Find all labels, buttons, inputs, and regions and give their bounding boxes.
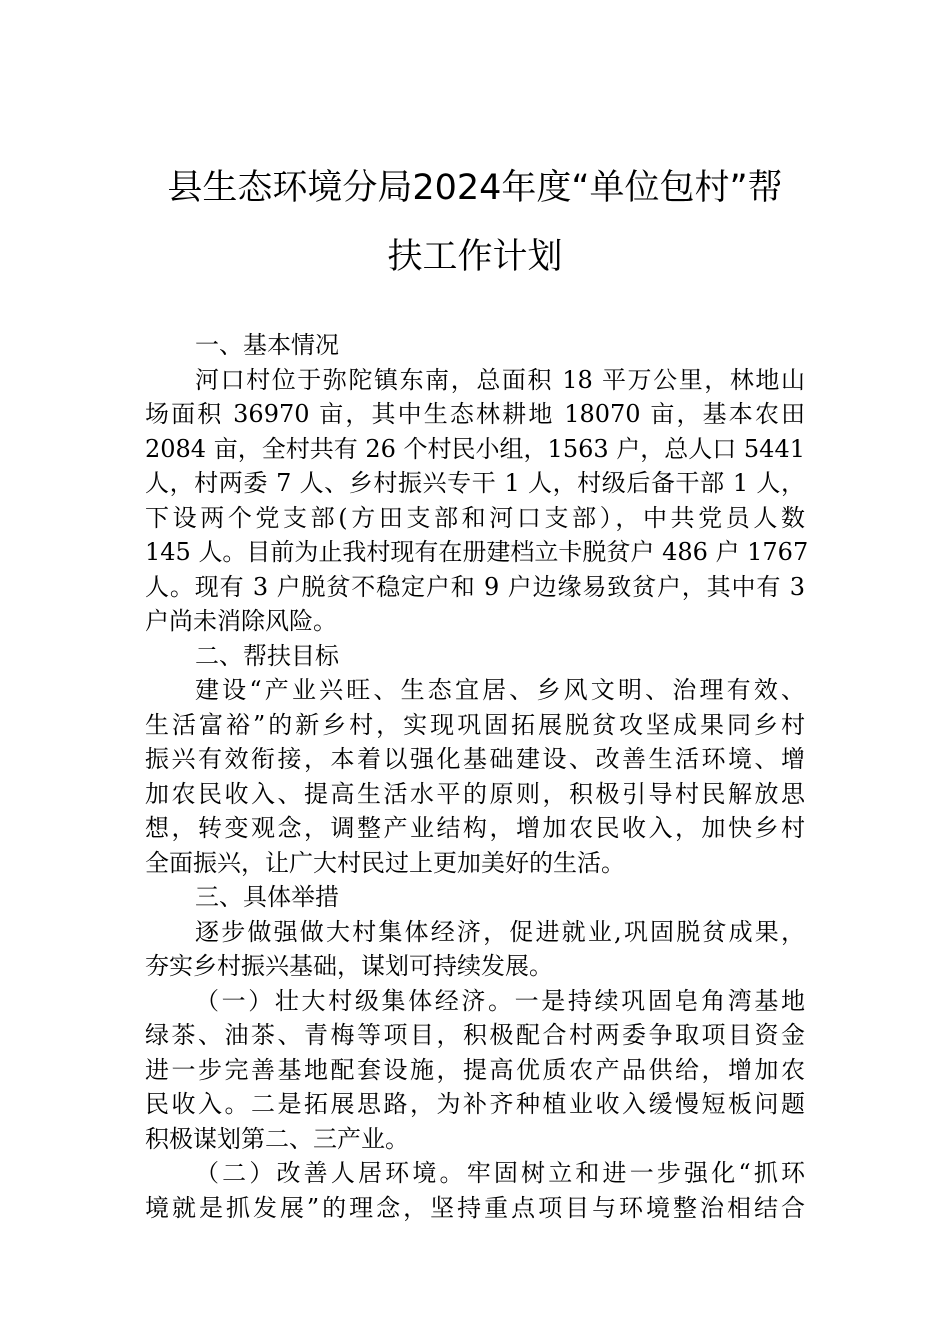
body-line: 积极谋划第二、三产业。 [145,1125,409,1153]
body-line: 2084 亩，全村共有 26 个村民小组，1563 户，总人口 5441 [145,435,805,463]
body-line: 河口村位于弥陀镇东南，总面积 18 平万公里，林地山 [195,366,805,394]
body-line: 振兴有效衔接，本着以强化基础建设、改善生活环境、增 [145,745,805,773]
body-line: 加农民收入、提高生活水平的原则，积极引导村民解放思 [145,780,805,808]
body-line: 145 人。目前为止我村现有在册建档立卡脱贫户 486 户 1767 [145,538,809,566]
body-line: 人，村两委 7 人、乡村振兴专干 1 人，村级后备干部 1 人， [145,469,805,497]
body-line: 夯实乡村振兴基础，谋划可持续发展。 [145,952,553,980]
body-line: 逐步做强做大村集体经济，促进就业,巩固脱贫成果， [195,918,805,946]
body-line: 全面振兴，让广大村民过上更加美好的生活。 [145,849,625,877]
body-line: 绿茶、油茶、青梅等项目，积极配合村两委争取项目资金 [145,1021,805,1049]
body-line: 场面积 36970 亩，其中生态林耕地 18070 亩，基本农田 [145,400,805,428]
document-title-line-2: 扶工作计划 [387,237,563,277]
body-line: 想，转变观念，调整产业结构，增加农民收入，加快乡村 [145,814,805,842]
subsection-line: （二）改善人居环境。牢固树立和进一步强化“抓环 [195,1159,805,1187]
section-heading-basic: 一、基本情况 [195,331,339,359]
body-line: 户尚未消除风险。 [145,607,337,635]
document-title-line-1: 县生态环境分局2024年度“单位包村”帮 [167,168,783,208]
body-line: 境就是抓发展”的理念，坚持重点项目与环境整治相结合 [145,1194,805,1222]
subsection-line: （一）壮大村级集体经济。一是持续巩固皂角湾基地 [195,987,805,1015]
section-heading-goal: 二、帮扶目标 [195,642,339,670]
body-line: 生活富裕”的新乡村，实现巩固拓展脱贫攻坚成果同乡村 [145,711,805,739]
body-line: 人。现有 3 户脱贫不稳定户和 9 户边缘易致贫户，其中有 3 [145,573,805,601]
body-line: 民收入。二是拓展思路，为补齐种植业收入缓慢短板问题 [145,1090,805,1118]
body-line: 进一步完善基地配套设施，提高优质农产品供给，增加农 [145,1056,805,1084]
body-line: 下设两个党支部(方田支部和河口支部），中共党员人数 [145,504,805,532]
body-line: 建设“产业兴旺、生态宜居、乡风文明、治理有效、 [195,676,805,704]
section-heading-measures: 三、具体举措 [195,883,339,911]
